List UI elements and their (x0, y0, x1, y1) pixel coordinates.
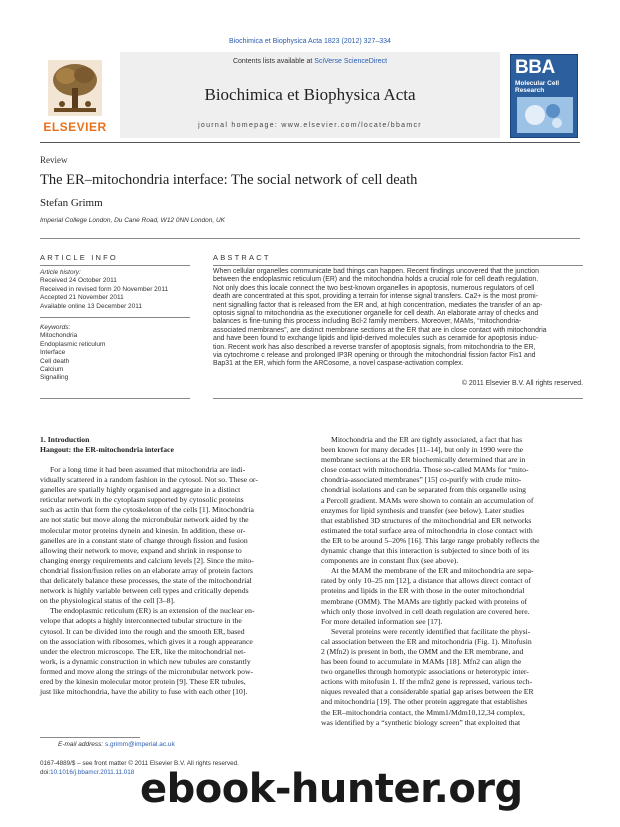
article-info-heading: ARTICLE INFO (40, 253, 118, 262)
history-label: Article history: (40, 269, 81, 276)
paragraph-line: cytosol. It can be divided into the rough and the smooth ER, based (40, 626, 245, 636)
keyword-item[interactable]: Signalling (40, 374, 69, 382)
abstract-line: Bap31 at the ER, which form the ARCosome, a novel caspase-activation complex. (213, 360, 464, 368)
paragraph-line: reticular network in the cytoplasm supported by cytosolic proteins (40, 495, 244, 505)
abstract-heading: ABSTRACT (213, 253, 271, 262)
abstract-line: balances is fine-tuning this process including Bcl-2 family members. Moreover, MAMs, “mitochondria- (213, 318, 522, 326)
abstract-rule (213, 265, 583, 266)
paragraph-line: chondrial isolations and can be separated from this organelle using (321, 485, 527, 495)
paragraph-line: are not static but move along the microtubular network aided by the (40, 515, 249, 525)
issn-line: 0167-4889/$ – see front matter © 2011 Elsevier B.V. All rights reserved. (40, 760, 239, 767)
journal-title: Biochimica et Biophysica Acta (204, 85, 416, 104)
doi-link[interactable]: 10.1016/j.bbamcr.2011.11.018 (50, 768, 135, 776)
keywords-label: Keywords: (40, 324, 71, 331)
abstract-line: When cellular organelles communicate bad things can happen. Recent findings uncovered that the junction (213, 268, 539, 275)
keyword-item[interactable]: Cell death (40, 357, 70, 365)
paragraph-line: close contact with mitochondria. Those so-called MAMs for “mito- (321, 465, 529, 475)
paragraph-line: the ER–mitochondria contact, the Mmm1/Mdm10,12,34 complex, (321, 707, 525, 717)
journal-cover[interactable] (510, 54, 578, 138)
abstract-line: optosis signal to mitochondria as the executioner organelle for cell death. An elaborate array of checks and (213, 310, 539, 318)
paragraph-line: proteins and lipids in the ER with those in the outer mitochondrial (321, 586, 525, 596)
abstract-line: Not only does this locale connect the two best-known organelles in apoptosis, numerous regulators of cell (213, 284, 535, 292)
keywords-list (40, 324, 190, 383)
body-paragraph (321, 435, 583, 566)
cover-art-icon (517, 97, 573, 133)
paragraph-line: At the MAM the membrane of the ER and mitochondria are sepa- (331, 566, 534, 576)
keyword-item[interactable]: Endoplasmic reticulum (40, 340, 106, 348)
paragraph-line: which only those involved in cell death regulation are covered here. (321, 606, 530, 616)
paragraph-line: been known for many decades [11–14], but only in 1990 were the (321, 445, 524, 455)
body-column-left (40, 435, 302, 697)
elsevier-logo[interactable] (40, 60, 110, 134)
history-item: Available online 13 December 2011 (40, 302, 143, 310)
abstract-line: nent signalling factor that is released from the ER and, at high concentration, mediates the transfer of an ap- (213, 301, 543, 309)
abstract-line: between the endoplasmic reticulum (ER) and the mitochondria holds a crucial role for cell death regulation. (213, 276, 539, 284)
copyright-notice: © 2011 Elsevier B.V. All rights reserved. (461, 380, 583, 387)
paragraph-line: chondria-associated membranes” [15] co-purify with crude mito- (321, 475, 522, 485)
cover-subtitle-line-1: Molecular Cell (515, 80, 560, 87)
paragraph-line: rated by only 10–25 nm [12], a distance that allows direct contact of (321, 576, 531, 586)
paragraph-line: Mitochondria and the ER are tightly associated, a fact that has (331, 435, 523, 444)
paragraph-line: dynamic change that this interaction is subjected to since both of its (321, 546, 530, 556)
paragraph-line: molecular motor proteins dynein and kinesin. In addition, these or- (40, 525, 246, 535)
paragraph-line: changing energy requirements and calcium levels [2]. Since the mito- (40, 555, 254, 565)
cover-subtitle (515, 80, 575, 94)
paragraph-line: ganelles are spatially highly organised and aggregate in a distinct (40, 485, 241, 495)
author-email-note (58, 741, 175, 748)
paragraph-line: niques revealed that a considerable spatial gap arises between the ER (321, 687, 534, 697)
paragraph-line: For more detailed information see [17]. (321, 616, 443, 626)
keyword-item[interactable]: Interface (40, 349, 66, 357)
paragraph-line: on the physiological status of the cell [3–8]. (40, 596, 175, 606)
paragraph-line: was identified by a “synthetic biology screen” that exploited that (321, 717, 521, 727)
title-rule (40, 238, 580, 239)
journal-citation[interactable]: Biochimica et Biophysica Acta 1823 (2012) 327–334 (229, 38, 391, 45)
history-item: Received 24 October 2011 (40, 277, 117, 285)
paragraph-line: that established 3D structures of the mitochondrial and ER networks (321, 515, 532, 525)
paragraph-line: ganelles are in a constant state of change through fission and fusion (40, 535, 248, 545)
doi-label: doi: (40, 768, 51, 776)
paragraph-line: ered by the kinesin molecular motor protein [9]. These ER tubules, (40, 676, 246, 686)
body-column-right (321, 435, 583, 728)
abstract-line: via cytochrome c release and prolonged IP3R opening or through the mitochondrial fission factor Fis1 and (213, 352, 536, 360)
abstract-line: associated membranes”, are distinct membrane sections at the ER that are in close contact with mitochondria (213, 326, 547, 334)
paragraph-line: and mitochondria [19]. The other protein aggregate that establishes (321, 697, 528, 707)
body-paragraph (321, 627, 583, 728)
paragraph-line: has been found to accumulate in MAMs [18]. Mfn2 can align the (321, 657, 522, 667)
elsevier-tree-icon (48, 60, 102, 116)
abstract-line: and have been found to exchange lipids and lipid-derived molecules such as ceramide for apoptosis induc- (213, 335, 539, 343)
paragraph-line: just like mitochondria, have the ability to fuse with each other [10]. (40, 687, 248, 697)
contents-line (120, 58, 500, 65)
footnote-rule (40, 737, 140, 738)
subsection-heading: Hangout: the ER-mitochondria interface (40, 445, 174, 454)
masthead-rule (40, 142, 580, 143)
paragraph-line: 2 (Mfn2) is present in both, the OMM and the ER membrane, and (321, 646, 524, 656)
section-heading: 1. Introduction (40, 435, 90, 444)
paragraph-line: work, is a dynamic construction in which new tubules are constantly (40, 656, 251, 666)
paragraph-line: cal association between the ER and mitochondria (Fig. 1). Mitofusin (321, 636, 532, 646)
paragraph-line: components are in constant flux (see above). (321, 556, 459, 566)
history-item: Received in revised form 20 November 2011 (40, 285, 169, 293)
article-info-rule (40, 265, 190, 266)
paragraph-line: actions with mitofusin 1. If the mfn2 gene is repressed, various tech- (321, 677, 533, 687)
paragraph-line: formed and move along the strings of the microtubular network pow- (40, 666, 254, 676)
abstract-bottom-rule (213, 398, 583, 399)
paragraph-line: enzymes for lipid synthesis and transfer (see below). Later studies (321, 505, 525, 515)
paragraph-line: two organelles through homotypic associations or heterotypic inter- (321, 667, 529, 677)
paragraph-line: under the electron microscope. The ER, like the mitochondrial net- (40, 646, 246, 656)
history-item: Accepted 21 November 2011 (40, 294, 124, 302)
paragraph-line: the ER to be around 5–20% [16]. This large range probably reflects the (321, 535, 540, 545)
paragraph-line: network is highly variable between cell types and critically depends (40, 586, 249, 596)
author-affiliation: Imperial College London, Du Cane Road, W12 0NN London, UK (40, 217, 225, 224)
sciencedirect-link[interactable]: SciVerse ScienceDirect (314, 58, 388, 65)
keyword-item[interactable]: Mitochondria (40, 332, 78, 340)
article-history (40, 269, 190, 311)
keywords-rule (40, 317, 190, 318)
paragraph-line: on the association with ribosomes, which gives it a rough appearance (40, 636, 253, 646)
body-paragraph (321, 566, 583, 627)
author-name[interactable]: Stefan Grimm (40, 197, 103, 209)
cover-subtitle-line-2: Research (515, 87, 545, 94)
body-paragraph (40, 606, 302, 697)
paragraph-line: For a long time it had been assumed that mitochondria are indi- (50, 465, 246, 474)
email-label: E-mail address: (58, 741, 105, 748)
author-email-link[interactable]: s.grimm@imperial.ac.uk (104, 741, 175, 748)
elsevier-wordmark: ELSEVIER (43, 120, 107, 134)
paragraph-line: membrane (OMM). The MAMs are tightly packed with proteins of (321, 596, 528, 606)
article-title: The ER–mitochondria interface: The social network of cell death (40, 172, 418, 188)
paragraph-line: allowing their network to move, expand and shrink in response to (40, 545, 242, 555)
cover-title: BBA (515, 57, 555, 78)
body-paragraph (40, 465, 302, 606)
paragraph-line: vidually scattered in a random fashion in the cytosol. Not so. These or- (40, 475, 258, 485)
paragraph-line: Several proteins were recently identified that facilitate the physi- (331, 626, 531, 636)
abstract-line: tion. Recent work has also described a reverse transfer of apoptosis signals, from mitochondria to the ER, (213, 343, 536, 351)
paragraph-line: a Percoll gradient. MAMs were shown to contain an accumulation of (321, 495, 534, 505)
masthead-center (120, 52, 500, 138)
paragraph-line: that delicately balance these processes, the state of the mitochondrial (40, 576, 252, 586)
paragraph-line: velope that adopts a highly interconnected tubular structure in the (40, 616, 242, 626)
paragraph-line: The endoplasmic reticulum (ER) is an extension of the nuclear en- (50, 606, 255, 616)
journal-masthead (40, 52, 580, 138)
paragraph-line: such as actin that form the cytoskeleton of the cells [1]. Mitochondria (40, 505, 254, 515)
paragraph-line: membrane sections at the ER biochemically determined that are in (321, 455, 526, 465)
paragraph-line: estimated the total surface area of mitochondria in close contact with (321, 525, 533, 535)
watermark: ebook-hunter.org (140, 766, 523, 812)
keyword-item[interactable]: Calcium (40, 366, 64, 374)
journal-homepage[interactable]: journal homepage: www.elsevier.com/locate/bbamcr (198, 122, 422, 129)
info-bottom-rule (40, 398, 190, 399)
contents-prefix: Contents lists available at (232, 58, 315, 65)
abstract-line: death are concentrated at this spot, providing a terrain for intense signal transfers. Ca2+ is the most promi- (213, 293, 538, 301)
article-type: Review (40, 155, 68, 165)
paragraph-line: chondrial fission/fusion relies on an elaborate array of protein factors (40, 565, 253, 575)
abstract-text (213, 268, 583, 369)
